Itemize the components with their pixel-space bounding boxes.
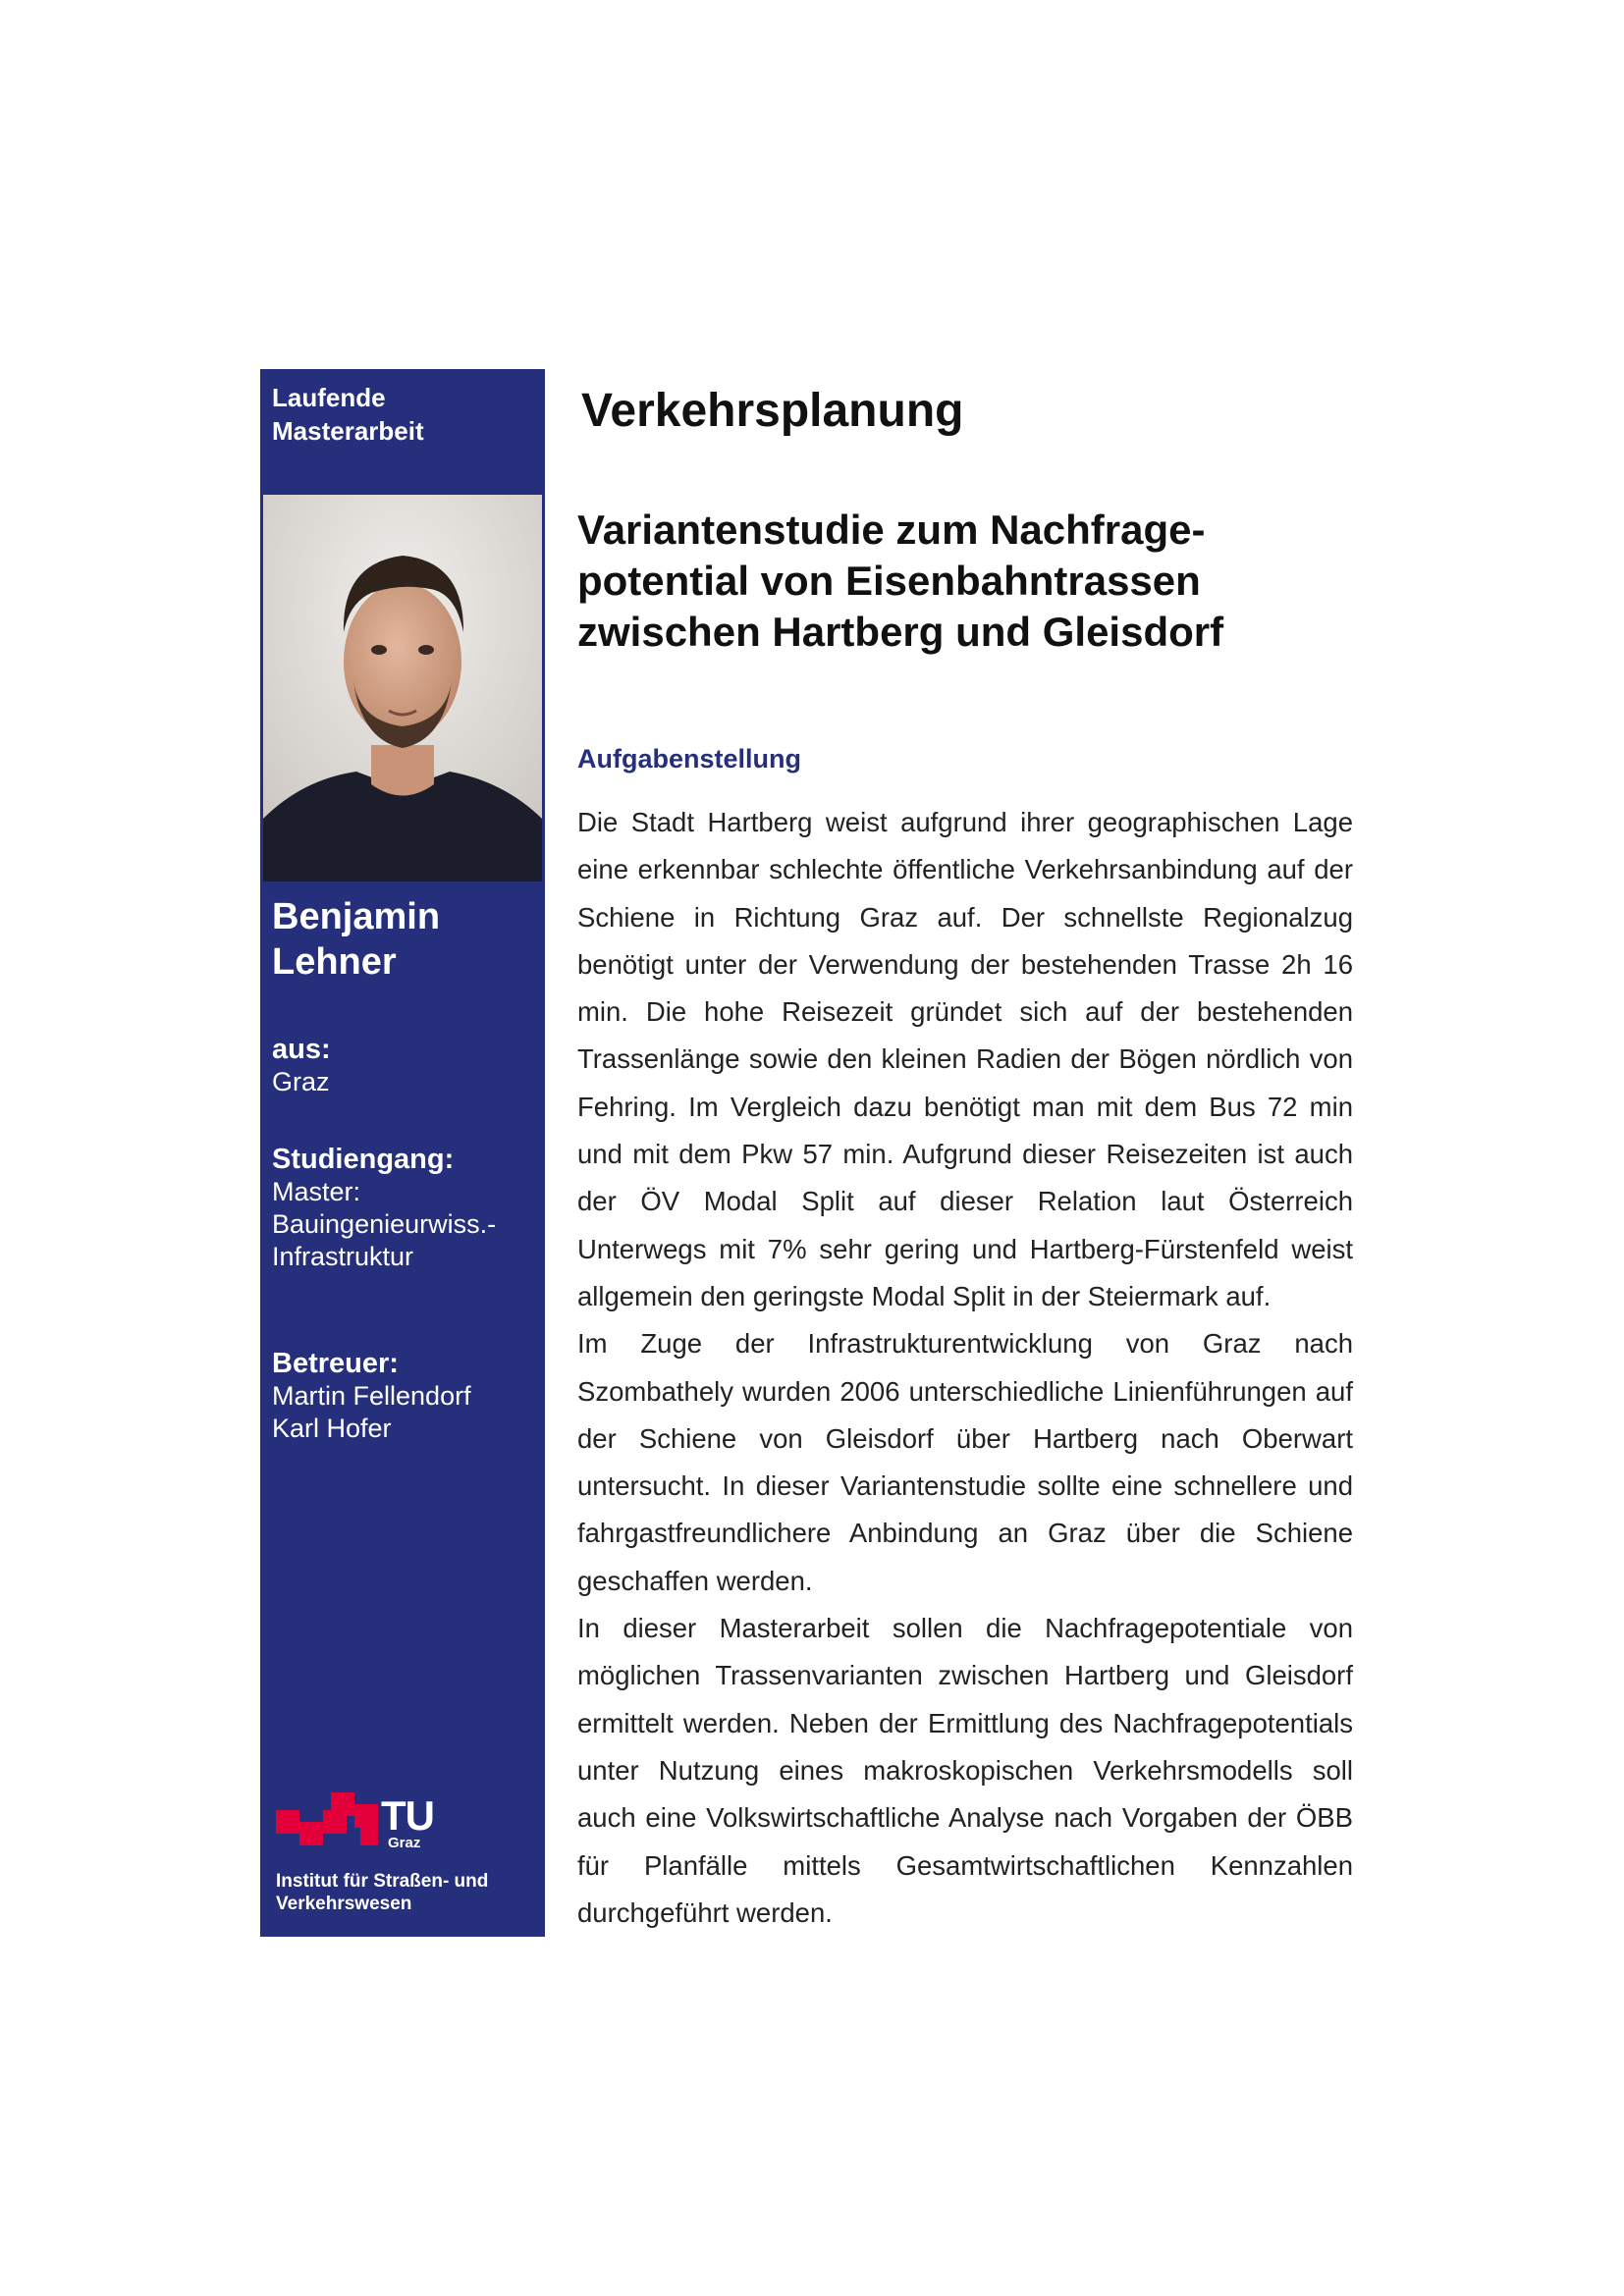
logo-subtext: Graz: [388, 1835, 421, 1851]
sidebar: [260, 369, 545, 1937]
thesis-title: [577, 505, 1353, 658]
first-name: Benjamin: [272, 896, 441, 937]
header-line-1: Laufende: [272, 383, 386, 412]
program-value-2: Bauingenieurwiss.-: [272, 1209, 497, 1239]
sidebar-header: [272, 381, 537, 448]
institute-line-2: Verkehrswesen: [276, 1894, 412, 1914]
paragraph-3: In dieser Masterarbeit sollen die Nachfragepotentiale von möglichen Trassenvarianten zwischen Hartberg und Gleisdorf ermittelt werden. Neben der Ermittlung des Nachfragepotentials unter Nutzung eines makroskopischen Verkehrsmodells soll auch eine Volkswirtschaftliche Analyse nach Vorgaben der ÖBB für Planfälle mittels Gesamtwirtschaftlichen Kennzahlen durchgeführt werden.: [577, 1613, 1353, 1928]
origin-label: aus:: [272, 1034, 331, 1065]
origin-value: Graz: [272, 1067, 330, 1096]
origin-block: [272, 1033, 537, 1098]
title-line-2: potential von Eisenbahntrassen: [577, 558, 1201, 604]
supervisor-value-1: Martin Fellendorf: [272, 1381, 471, 1411]
student-name: [272, 894, 537, 985]
header-line-2: Masterarbeit: [272, 416, 424, 446]
program-label: Studiengang:: [272, 1144, 455, 1175]
institute-line-1: Institut für Straßen- und: [276, 1871, 489, 1892]
paragraph-2: Im Zuge der Infrastrukturentwicklung von Graz nach Szombathely wurden 2006 unterschiedliche Linienführungen auf der Schiene von Gleisdorf über Hartberg nach Oberwart untersucht. In dieser Variantenstudie sollte eine schnellere und fahrgastfreundlichere Anbindung an Graz über die Schiene geschaffen werden.: [577, 1328, 1353, 1596]
last-name: Lehner: [272, 941, 397, 983]
program-value-3: Infrastruktur: [272, 1242, 414, 1271]
tu-graz-logo: [276, 1792, 472, 1863]
supervisor-value-2: Karl Hofer: [272, 1414, 392, 1443]
supervisor-label: Betreuer:: [272, 1348, 399, 1379]
program-block: [272, 1143, 537, 1273]
supervisor-block: [272, 1347, 537, 1445]
program-value-1: Master:: [272, 1177, 361, 1206]
portrait-photo: [263, 495, 542, 881]
paragraph-1: Die Stadt Hartberg weist aufgrund ihrer geographischen Lage eine erkennbar schlechte öffentliche Verkehrsanbindung auf der Schiene in Richtung Graz auf. Der schnellste Regionalzug benötigt unter der Verwendung der bestehenden Trasse 2h 16 min. Die hohe Reisezeit gründet sich auf der bestehenden Trassenlänge sowie den kleinen Radien der Bögen nördlich von Fehring. Im Vergleich dazu benötigt man mit dem Bus 72 min und mit dem Pkw 57 min. Aufgrund dieser Reisezeiten ist auch der ÖV Modal Split auf dieser Relation laut Österreich Unterwegs mit 7% sehr gering und Hartberg-Fürstenfeld weist allgemein den geringste Modal Split in der Steiermark auf.: [577, 807, 1353, 1311]
title-line-1: Variantenstudie zum Nachfrage-: [577, 507, 1206, 553]
logo-text: TU: [381, 1792, 434, 1839]
title-line-3: zwischen Hartberg und Gleisdorf: [577, 609, 1224, 655]
task-subheading: Aufgabenstellung: [577, 744, 801, 774]
institute-name: [276, 1870, 541, 1915]
section-heading: Verkehrsplanung: [581, 385, 964, 437]
body-text: [577, 799, 1353, 1937]
